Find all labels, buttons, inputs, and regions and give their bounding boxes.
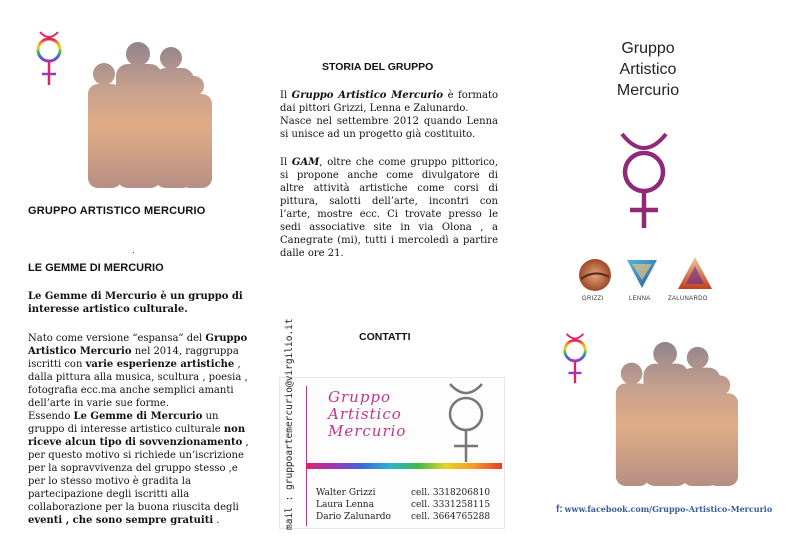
contact-phone: cell. 3331258115	[411, 500, 491, 510]
text-run: Il	[280, 157, 292, 168]
contact-phones	[411, 487, 490, 523]
artist-zalunardo-thumbnail	[676, 254, 712, 290]
bold-italic-run: GAM	[291, 157, 320, 168]
gemme-section-title: LE GEMME DI MERCURIO	[28, 262, 164, 274]
left-group-title: GRUPPO ARTISTICO MERCURIO	[28, 205, 206, 217]
text-run: Nasce nel settembre 2012 quando Lenna si unisce ad un progetto già costituito.	[280, 116, 498, 140]
text-run: .	[213, 515, 220, 526]
contact-name: Walter Grizzi	[316, 488, 376, 498]
contact-names	[316, 487, 391, 523]
artist-grizzi-thumbnail	[577, 257, 613, 293]
card-group-name	[328, 389, 406, 440]
contact-name: Laura Lenna	[316, 500, 374, 510]
facebook-url: www.facebook.com/Gruppo-Artistico-Mercurio	[564, 504, 773, 514]
contatti-section-title: CONTATTI	[359, 331, 411, 343]
rainbow-mercury-logo-small-icon	[561, 332, 589, 386]
contact-phone: cell. 3664765288	[411, 512, 491, 522]
text-run: è formato dai pittori Grizzi, Lenna e Zalunardo.	[280, 90, 499, 114]
artist-label-lenna: LENNA	[629, 296, 651, 302]
text-run: , per questo motivo si richiede un’iscrizione per la sopravvivenza del gruppo stesso ,e per lo stesso motivo è gradita la partecipazione degli iscritti alla collaborazione per la buona riuscita degli	[28, 437, 249, 513]
people-silhouette-sunset-image	[76, 36, 216, 188]
mercury-symbol-icon	[612, 128, 676, 236]
bold-run: non riceve alcun tipo di sovvenzionamento	[28, 424, 246, 448]
text-run: , dalla pittura alla musica, scultura , poesia , fotografia ecc.ma anche semplici amanti dell’arte in varie sue forme.	[28, 359, 248, 409]
title-line: Artistico	[619, 61, 677, 78]
gemme-body-text	[28, 332, 250, 527]
bold-run: eventi , che sono sempre gratuiti	[28, 515, 214, 526]
people-silhouette-sunset-image-small	[603, 336, 743, 486]
storia-section-title: STORIA DEL GRUPPO	[322, 61, 434, 73]
text-run: Essendo	[28, 411, 74, 422]
bold-italic-run: Gruppo Artistico Mercurio	[291, 90, 444, 101]
bold-run: Gruppo Artistico Mercurio	[28, 333, 248, 357]
right-group-title	[598, 38, 698, 101]
gemme-intro-text: Le Gemme di Mercurio è un gruppo di interesse artistico culturale.	[28, 291, 243, 315]
bold-run: Le Gemme di Mercurio	[73, 411, 203, 422]
card-rainbow-bar	[306, 463, 502, 469]
artist-label-zalunardo: ZALUNARDO	[668, 296, 708, 302]
card-name-line: Artistico	[328, 405, 402, 423]
contact-phone: cell. 3318206810	[411, 488, 491, 498]
separator-dot: .	[132, 246, 135, 255]
card-name-line: Mercurio	[328, 422, 407, 440]
bold-run: varie esperienze artistiche	[85, 359, 235, 370]
storia-paragraph-2	[280, 156, 498, 260]
artist-label-grizzi: GRIZZI	[582, 296, 604, 302]
text-run: Nato come versione “espansa” del	[28, 333, 206, 344]
text-run: un gruppo di interesse artistico culturale	[28, 411, 224, 435]
storia-paragraph-1	[280, 89, 498, 141]
title-line: Mercurio	[616, 82, 680, 99]
contact-email: mail : gruppoartemercurio@virgilio.it	[284, 318, 295, 530]
card-name-line: Gruppo	[328, 388, 392, 406]
title-line: Gruppo	[621, 40, 675, 57]
facebook-link[interactable]	[556, 504, 772, 515]
artist-lenna-thumbnail	[624, 256, 660, 292]
text-run: nel 2014, raggruppa iscritti con	[28, 346, 239, 370]
card-divider	[306, 386, 307, 526]
facebook-icon: f:	[556, 504, 563, 515]
text-run: Il	[280, 90, 292, 101]
card-mercury-symbol-icon	[438, 380, 494, 470]
contact-name: Dario Zalunardo	[316, 512, 391, 522]
rainbow-mercury-logo-icon	[34, 30, 64, 88]
text-run: , oltre che come gruppo pittorico, si propone anche come divulgatore di altre attività artistiche come corsi di pittura, salotti dell’arte, incontri con l’arte, mostre ecc. Ci trovate presso le sedi associative site in via Olona , a Canegrate (mi), tutti i mercoledì a partire dalle ore 21.	[280, 157, 499, 259]
